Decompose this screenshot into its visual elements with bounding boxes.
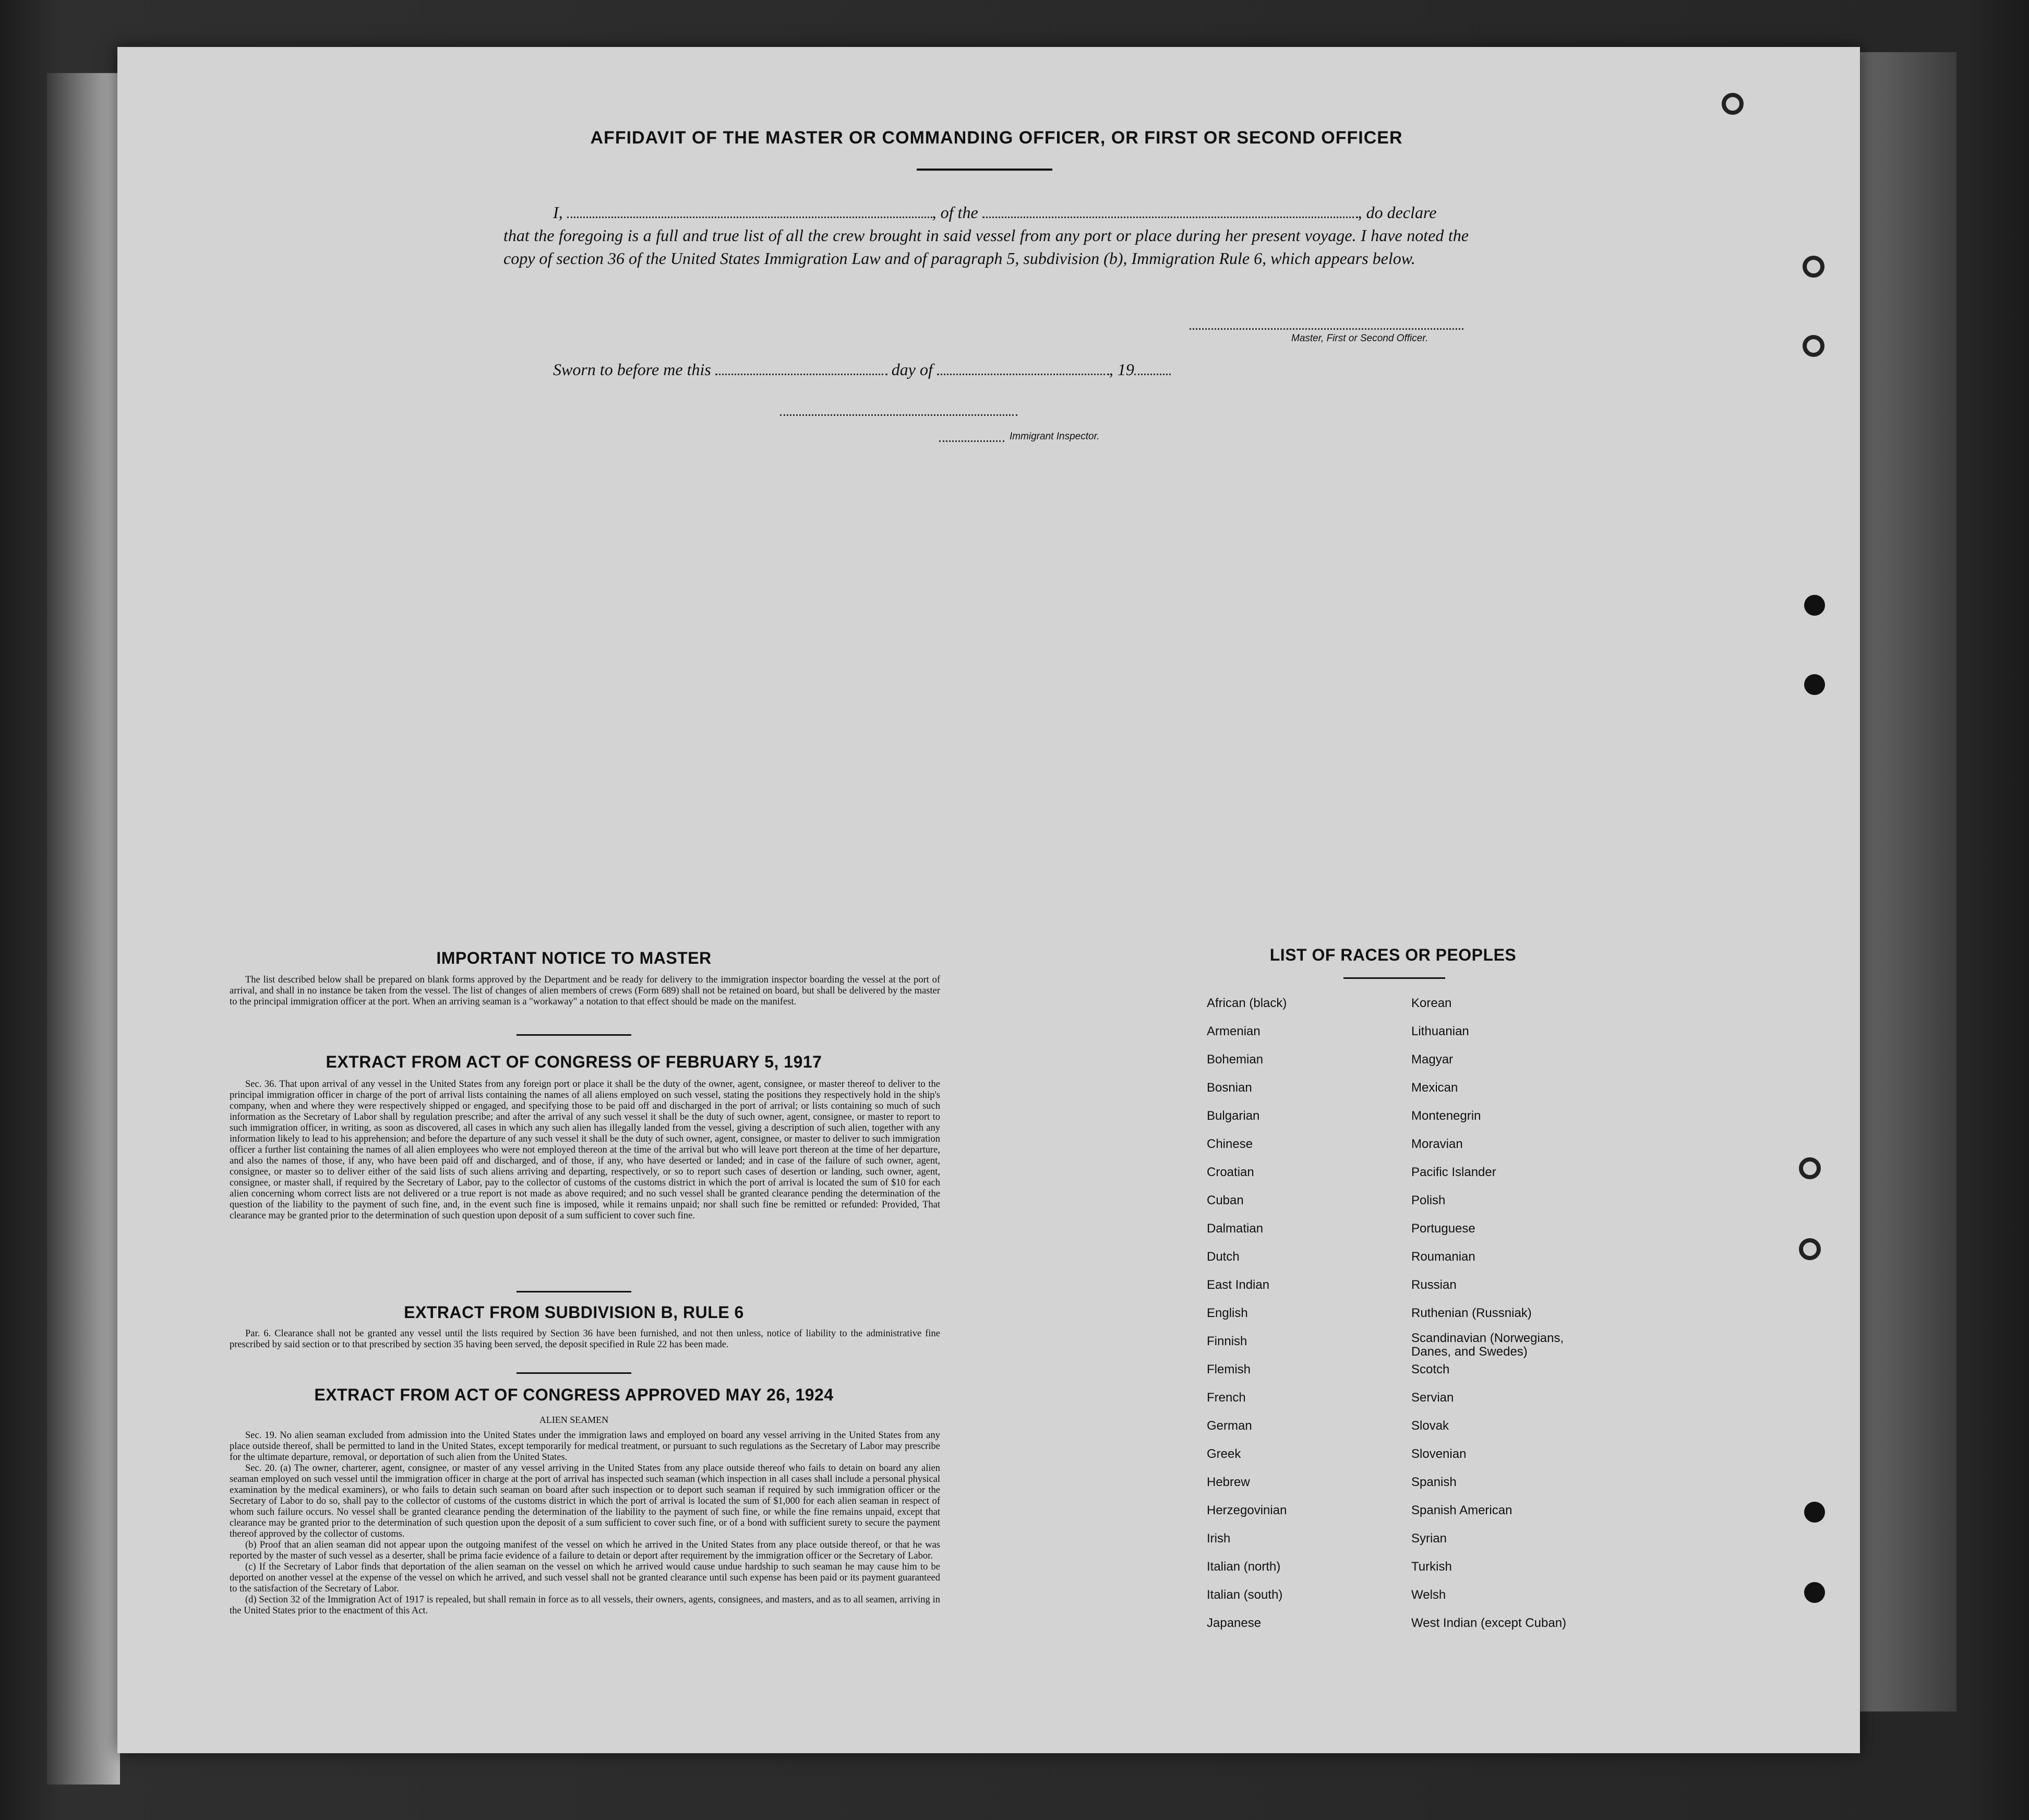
race-item: Russian	[1411, 1278, 1457, 1292]
races-right-column	[1411, 989, 1599, 1637]
race-item: Scandinavian (Norwegians, Danes, and Swedes)	[1411, 1331, 1564, 1359]
race-item: Croatian	[1207, 1165, 1254, 1179]
notice-paragraph: The list described below shall be prepared on blank forms approved by the Department and be ready for delivery to the immigration inspector boarding the vessel at the port of arrival, and shall in no instance be taken from the vessel. The list of changes of alien members of crews (Form 689) shall not be retained on board, but shall be delivered by the master to the principal immigration officer at the port. When an arriving seaman is a "workaway" a notation to that effect should be made on the manifest.	[230, 975, 940, 1007]
master-signature-line[interactable]	[1190, 328, 1463, 330]
race-item: Montenegrin	[1411, 1109, 1481, 1123]
extract-1917-paragraph: Sec. 36. That upon arrival of any vessel in the United States from any foreign port or place it shall be the duty of the owner, agent, consignee, or master thereof to deliver to the principal immigration officer in charge of the port of arrival lists containing the names of all aliens employed on such vessel, stating the positions they respectively hold in the ship's company, when and where they were respectively shipped or engaged, and specifying those to be paid off and discharged in the port of arrival; or lists containing so much of such information as the Secretary of Labor shall by regulation prescribe; and after the arrival of any such vessel it shall be the duty of such owner, agent, consignee, or master to report to such immigration officer, in writing, as soon as discovered, all cases in which any such alien has illegally landed from the vessel, giving a description of such alien, together with any information likely to lead to his apprehension; and before the departure of any such vessel it shall be the duty of such owner, agent, consignee, or master to deliver to such immigration officer a further list containing the names of all alien employees who were not employed thereon at the time of the arrival but who will leave port thereon at the time of her departure, and also the names of those, if any, who have been paid off and discharged, and of those, if any, who have deserted or landed; and in case of the failure of such owner, agent, consignee, or master so to deliver either of the said lists of such aliens arriving and departing, respectively, or so to report such cases of desertion or landing, such owner, agent, consignee, or master shall, if required by the Secretary of Labor, pay to the collector of customs of the customs district in which the port of arrival is located the sum of $10 for each alien concerning whom correct lists are not delivered or a true report is not made as above required; and no such vessel shall be granted clearance pending the determination of the question of the liability to the payment of such fine, and, in the event such fine is imposed, while it remains unpaid; nor shall such fine be remitted or refunded: Provided, That clearance may be granted prior to the determination of such question upon deposit of a sum sufficient to cover such fine.	[230, 1079, 940, 1221]
extract-rule6-body	[230, 1328, 940, 1350]
binder-hole-icon	[1799, 1238, 1821, 1260]
race-item: East Indian	[1207, 1278, 1270, 1292]
section-rule	[517, 1034, 631, 1036]
race-item: Chinese	[1207, 1137, 1253, 1151]
race-item: Italian (north)	[1207, 1560, 1281, 1574]
race-item: Herzegovinian	[1207, 1503, 1287, 1517]
binder-hole-icon	[1804, 1502, 1825, 1523]
binder-hole-icon	[1804, 674, 1825, 695]
race-item: Spanish American	[1411, 1503, 1512, 1517]
name-field[interactable]	[567, 216, 932, 218]
extract-1917-body	[230, 1079, 940, 1222]
race-item: Bulgarian	[1207, 1109, 1260, 1123]
sec20a-paragraph: Sec. 20. (a) The owner, charterer, agent, consignee, or master of any vessel arriving in the United States from any place outside thereof who fails to detain on board any alien seaman employed on such vessel until the immigration officer in charge at the port of arrival has inspected such seaman (which inspection in all cases shall include a personal physical examination by the medical examiners), or who fails to detain such seaman on board after such inspection or to deport such seaman if required by such immigration officer or the Secretary of Labor to do so, shall pay to the collector of customs of the customs district in which the port of arrival is located the sum of $1,000 for each alien seaman in respect of whom such failure occurs. No vessel shall be granted clearance pending the determination of the liability to the payment of such fine, or while the fine remains unpaid, except that clearance may be granted prior to the determination of such question upon the deposit of a sum sufficient to cover such fine, or of a bond with sufficient surety to secure the payment thereof approved by the collector of customs.	[230, 1463, 940, 1539]
race-item: Finnish	[1207, 1334, 1247, 1348]
race-item: English	[1207, 1306, 1248, 1320]
inspector-dotted-lead	[939, 440, 1004, 442]
affidavit-i-prefix: I,	[553, 203, 563, 222]
affidavit-title: AFFIDAVIT OF THE MASTER OR COMMANDING OFFICER, OR FIRST OR SECOND OFFICER	[590, 128, 1403, 148]
extract-1924-body	[230, 1430, 940, 1617]
race-item: Korean	[1411, 996, 1452, 1010]
master-signature-label: Master, First or Second Officer.	[1291, 333, 1428, 344]
affidavit-body: that the foregoing is a full and true list of all the crew brought in said vessel from any port or place during her present voyage. I have noted the copy of section 36 of the United States Immigration Law and of paragraph 5, subdivision (b), Immigration Rule 6, which appears below.	[503, 226, 1469, 268]
race-item: Roumanian	[1411, 1250, 1475, 1264]
binder-hole-icon	[1803, 256, 1824, 278]
race-item: Syrian	[1411, 1531, 1447, 1546]
sworn-day-field[interactable]	[715, 373, 887, 375]
race-item: Flemish	[1207, 1362, 1251, 1376]
race-item: Japanese	[1207, 1616, 1262, 1630]
sworn-year-field[interactable]	[1134, 373, 1171, 375]
race-item: French	[1207, 1391, 1246, 1405]
sec20b-paragraph: (b) Proof that an alien seaman did not appear upon the outgoing manifest of the vessel on which he arrived in the United States from any place outside thereof, or that he was reported by the master of such vessel as a deserter, shall be prima facie evidence of a failure to detain or deport after requirement by the immigration officer or the Secretary of Labor.	[230, 1540, 940, 1561]
race-item: Dutch	[1207, 1250, 1240, 1264]
race-item: Ruthenian (Russniak)	[1411, 1306, 1532, 1320]
race-item: African (black)	[1207, 996, 1287, 1010]
vessel-field[interactable]	[982, 216, 1358, 218]
sworn-statement	[553, 360, 1231, 379]
race-item: Slovak	[1411, 1419, 1449, 1433]
alien-seamen-subtitle: ALIEN SEAMEN	[539, 1415, 609, 1425]
race-item: Pacific Islander	[1411, 1165, 1496, 1179]
race-item: Dalmatian	[1207, 1222, 1264, 1236]
affidavit-do-declare: , do declare	[1358, 203, 1437, 222]
notice-title: IMPORTANT NOTICE TO MASTER	[436, 949, 712, 967]
race-item: Slovenian	[1411, 1447, 1467, 1461]
extract-rule6-paragraph: Par. 6. Clearance shall not be granted any vessel until the lists required by Section 36 have been furnished, and not then unless, notice of liability to the administrative fine prescribed by said section or to that prescribed by section 35 having been served, the deposit specified in Rule 22 has been made.	[230, 1328, 940, 1350]
sec20c-paragraph: (c) If the Secretary of Labor finds that deportation of the alien seaman on the vessel on which he arrived would cause undue hardship to such seaman he may cause him to be deported on another vessel at the expense of the vessel on which he arrived, and such vessel shall not be granted clearance until such expense has been paid or its payment guaranteed to the satisfaction of the Secretary of Labor.	[230, 1562, 940, 1594]
extract-1917-title: EXTRACT FROM ACT OF CONGRESS OF FEBRUARY 5, 1917	[326, 1052, 822, 1071]
race-item: Turkish	[1411, 1560, 1452, 1574]
section-rule	[517, 1291, 631, 1292]
sworn-month-field[interactable]	[937, 373, 1109, 375]
binder-hole-icon	[1804, 1582, 1825, 1603]
affidavit-of-the: , of the	[932, 203, 978, 222]
binder-hole-icon	[1804, 595, 1825, 616]
sworn-prefix: Sworn to before me this	[553, 360, 711, 379]
races-title-rule	[1343, 977, 1445, 979]
race-item: Scotch	[1411, 1362, 1450, 1376]
section-rule	[517, 1372, 631, 1374]
affidavit-declaration	[503, 201, 1469, 270]
race-item: Lithuanian	[1411, 1024, 1469, 1038]
sheet-edge	[47, 73, 120, 1785]
race-item: Servian	[1411, 1391, 1454, 1405]
race-item: Moravian	[1411, 1137, 1463, 1151]
race-item: Bohemian	[1207, 1052, 1264, 1067]
race-item: Italian (south)	[1207, 1588, 1283, 1602]
notice-body	[230, 975, 940, 1008]
race-item: Polish	[1411, 1193, 1446, 1207]
race-item: Spanish	[1411, 1475, 1457, 1489]
race-item: Welsh	[1411, 1588, 1446, 1602]
sec19-paragraph: Sec. 19. No alien seaman excluded from admission into the United States under the immigration laws and employed on board any vessel arriving in the United States from any place outside thereof, shall be permitted to land in the United States, except temporarily for medical treatment, or pursuant to such regulations as the Secretary of Labor may prescribe for the ultimate departure, removal, or deportation of such alien from the United States.	[230, 1430, 940, 1463]
races-title: LIST OF RACES OR PEOPLES	[1269, 945, 1517, 964]
binder-hole-icon	[1722, 93, 1744, 115]
race-item: Cuban	[1207, 1193, 1244, 1207]
inspector-signature-line[interactable]	[780, 414, 1017, 416]
title-rule	[917, 169, 1052, 171]
race-item: Bosnian	[1207, 1081, 1252, 1095]
race-item: Hebrew	[1207, 1475, 1250, 1489]
extract-rule6-title: EXTRACT FROM SUBDIVISION B, RULE 6	[404, 1303, 744, 1322]
sec20d-paragraph: (d) Section 32 of the Immigration Act of 1917 is repealed, but shall remain in force as to all vessels, their owners, agents, consignees, and masters, and as to all seamen, arriving in the United States prior to the enactment of this Act.	[230, 1595, 940, 1616]
binder-hole-icon	[1803, 335, 1824, 357]
inspector-label: Immigrant Inspector.	[1010, 431, 1100, 442]
race-item: Armenian	[1207, 1024, 1260, 1038]
race-item: Magyar	[1411, 1052, 1454, 1067]
race-item: West Indian (except Cuban)	[1411, 1616, 1567, 1630]
binder-hole-icon	[1799, 1157, 1821, 1179]
race-item: German	[1207, 1419, 1252, 1433]
race-item: Greek	[1207, 1447, 1241, 1461]
sworn-year-prefix: , 19	[1109, 360, 1134, 379]
extract-1924-title: EXTRACT FROM ACT OF CONGRESS APPROVED MAY 26, 1924	[314, 1385, 834, 1404]
race-item: Mexican	[1411, 1081, 1458, 1095]
races-left-column	[1207, 989, 1287, 1637]
race-item: Portuguese	[1411, 1222, 1475, 1236]
race-item: Irish	[1207, 1531, 1231, 1546]
sworn-day-of: day of	[891, 360, 933, 379]
